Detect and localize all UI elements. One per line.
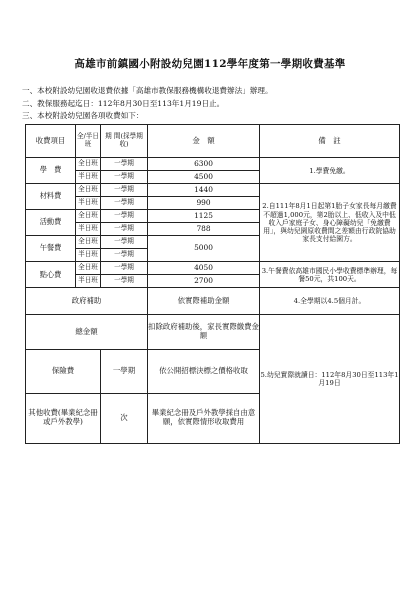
amount-cell: 1440	[148, 184, 260, 197]
period-cell: 一學期	[101, 262, 148, 275]
class-type-cell: 全日班	[76, 262, 101, 275]
note-1: 1.學費免繳。	[260, 158, 400, 184]
period-cell: 一學期	[101, 236, 148, 249]
header-item: 收費項目	[26, 125, 76, 158]
period-cell: 一學期	[101, 171, 148, 184]
amount-cell: 1125	[148, 210, 260, 223]
amount-cell: 788	[148, 223, 260, 236]
period-cell: 一學期	[101, 223, 148, 236]
intro-section	[22, 85, 273, 123]
intro-line-1: 一、本校附設幼兒園收退費依據「高雄市教保服務機構收退費辦法」辦理。	[22, 86, 273, 95]
amount-cell: 4050	[148, 262, 260, 275]
gov-subsidy-label: 政府補助	[26, 288, 148, 315]
period-cell: 一學期	[101, 197, 148, 210]
intro-line-3: 三、本校附設幼兒園各項收費如下：	[22, 111, 144, 121]
period-cell: 一學期	[101, 158, 148, 171]
amount-cell: 6300	[148, 158, 260, 171]
class-type-cell: 全日班	[76, 236, 101, 249]
total-label: 總金額	[26, 315, 148, 349]
other-fee-period: 次	[101, 393, 148, 443]
gov-subsidy-value: 依實際補助金額	[148, 288, 260, 315]
row-item-lunch: 午餐費	[26, 236, 76, 262]
header-amount: 金 額	[148, 125, 260, 158]
table-row	[26, 288, 400, 315]
row-item-tuition: 學 費	[26, 158, 76, 184]
amount-cell: 4500	[148, 171, 260, 184]
row-item-materials: 材料費	[26, 184, 76, 210]
total-value: 扣除政府補助後，家長實際繳費金額	[148, 315, 260, 349]
period-cell: 一學期	[101, 210, 148, 223]
amount-cell: 2700	[148, 275, 260, 288]
table-row	[26, 184, 400, 197]
note-5: 5.幼兒實際就讀日：112年8月30日至113年1月19日	[260, 315, 400, 444]
amount-cell: 990	[148, 197, 260, 210]
insurance-label: 保險費	[26, 349, 101, 393]
class-type-cell: 半日班	[76, 171, 101, 184]
header-notes: 備 註	[260, 125, 400, 158]
document-title: 高雄市前鎮國小附設幼兒園112學年度第一學期收費基準	[74, 58, 346, 70]
insurance-period: 一學期	[101, 349, 148, 393]
period-cell: 一學期	[101, 184, 148, 197]
note-4: 4.全學期以4.5個月計。	[260, 288, 400, 315]
table-row	[26, 158, 400, 171]
note-3: 3.午餐費依高雄市國民小學收費標準辦理，每餐50元，共100天。	[260, 262, 400, 288]
row-item-activity: 活動費	[26, 210, 76, 236]
class-type-cell: 半日班	[76, 275, 101, 288]
header-class-type: 全/半日班	[76, 125, 101, 158]
period-cell: 一學期	[101, 275, 148, 288]
insurance-value: 依公開招標決標之價格收取	[148, 349, 260, 393]
row-item-snack: 點心費	[26, 262, 76, 288]
header-period: 期 間(採學期收)	[101, 125, 148, 158]
note-2: 2.自111年8月1日起第1胎子女家長每月繳費不超過1,000元，第2胎以上、低收入及中低收入戶家庭子女、身心障礙幼兒「免繳費用」，與幼兒園原收費間之差額由行政院協助家長支付給園方。	[260, 184, 400, 262]
class-type-cell: 全日班	[76, 184, 101, 197]
fee-table	[25, 124, 400, 444]
period-cell: 一學期	[101, 249, 148, 262]
class-type-cell: 半日班	[76, 249, 101, 262]
class-type-cell: 半日班	[76, 197, 101, 210]
header-row	[26, 125, 400, 158]
amount-cell: 5000	[148, 236, 260, 262]
class-type-cell: 半日班	[76, 223, 101, 236]
table-row	[26, 315, 400, 349]
table-row	[26, 262, 400, 275]
class-type-cell: 全日班	[76, 210, 101, 223]
class-type-cell: 全日班	[76, 158, 101, 171]
other-fee-label: 其他收費(畢業紀念冊或戶外教學)	[26, 393, 101, 443]
intro-line-2: 二、教保服務起迄日：112年8月30日至113年1月19日止。	[22, 98, 225, 108]
other-fee-value: 畢業紀念冊及戶外教學採自由意願，依實際情形收取費用	[148, 393, 260, 443]
